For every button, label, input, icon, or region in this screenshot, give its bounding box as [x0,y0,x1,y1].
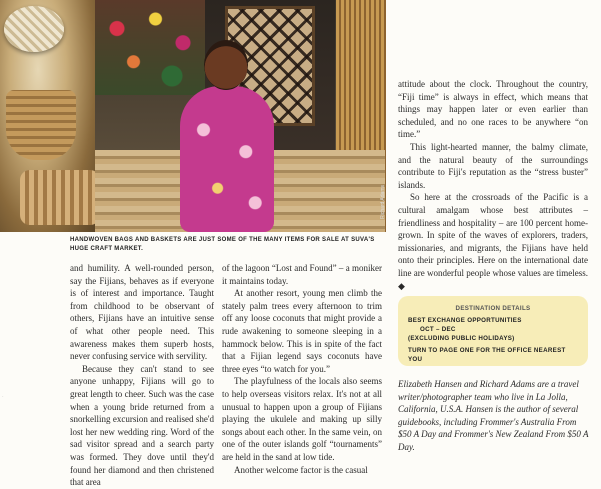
woven-hat [4,6,64,52]
paragraph: At another resort, young men climb the stately palm trees every afternoon to trim off any loose coconuts that might provide a rude awakening to someone sleeping in a hammock below. This is in spite of the fact that a Fijian legend says coconuts have three eyes “to watch for you.” [222,288,382,374]
destination-title: DESTINATION DETAILS [455,305,531,312]
author-bio: Elizabeth Hansen and Richard Adams are a travel writer/photographer team who live in La Jolla, California, U.S.A. Hansen is the author of several guidebooks, including Frommer's Australia From $50 A Day and Frommer's New Zealand From $50 A Day. [398,379,589,452]
photo-credit: Richard Adams [380,185,386,219]
paragraph: This light-hearted manner, the balmy climate, and the natural beauty of the surroundings contribute to Fiji's reputation as the “stress buster” islands. [398,141,588,190]
paragraph: So here at the crossroads of the Pacific is a cultural amalgam whose best attributes – friendliness and hospitality – are 100 percent home-grown. In spite of the waves of explorers, traders, missionaries, and migrants, the Fijians have held onto their principles. Here on the international date line are wonderful people whose values are timeless. ◆ [398,192,588,291]
office-note: TURN TO PAGE ONE FOR THE OFFICE NEAREST YOU [408,347,566,363]
body-column-3 [398,78,588,292]
paragraph: of the lagoon “Lost and Found” – a moniker it maintains today. [222,263,382,286]
photo-caption: HANDWOVEN BAGS AND BASKETS ARE JUST SOME OF THE MANY ITEMS FOR SALE AT SUVA'S HUGE CRAFT MARKET. [70,237,375,252]
body-column-1 [70,262,214,489]
floral-dress [180,86,274,232]
woven-basket [6,90,76,160]
body-column-2 [222,262,382,476]
destination-details-box [398,296,588,366]
paragraph: Another welcome factor is the casual [234,464,368,475]
page-marker: · [2,394,4,400]
vendor-head [204,40,248,90]
exchange-note: (EXCLUDING PUBLIC HOLIDAYS) [408,335,515,342]
market-photo [0,0,386,232]
paragraph: attitude about the clock. Throughout the country, “Fiji time” is always in effect, which means that things may happen later or even earlier than scheduled, and no one races to be anywhere “on time.” [398,79,588,140]
paragraph: The playfulness of the locals also seems to help overseas visitors relax. It's not at all unusual to happen upon a group of Fijians playing the ukulele and making up silly songs about each other. In the same vein, on one of the outer islands golf “tournaments” are held in the sand at low tide. [222,376,382,462]
vendor-woman [172,40,282,232]
exchange-months: OCT – DEC [420,326,456,333]
exchange-label: BEST EXCHANGE OPPORTUNITIES [408,317,522,324]
woven-bag [20,170,100,225]
paragraph: and humility. A well-rounded person, say the Fijians, behaves as if everyone is of interest and importance. Taught from childhood to be observant of others, Fijians have an intuitive sense of what other people need. This awareness makes them superb hosts, never confusing service with servility. [70,263,214,362]
paragraph: Because they can't stand to see anyone unhappy, Fijians will go to great length to cheer. Such was the case when a young bride returned from a snorkelling excursion and realised she'd lost her new wedding ring. Word of the sad visitor spread and a search party was formed. They dove until they'd found her diamond and then christened that area [70,363,214,488]
